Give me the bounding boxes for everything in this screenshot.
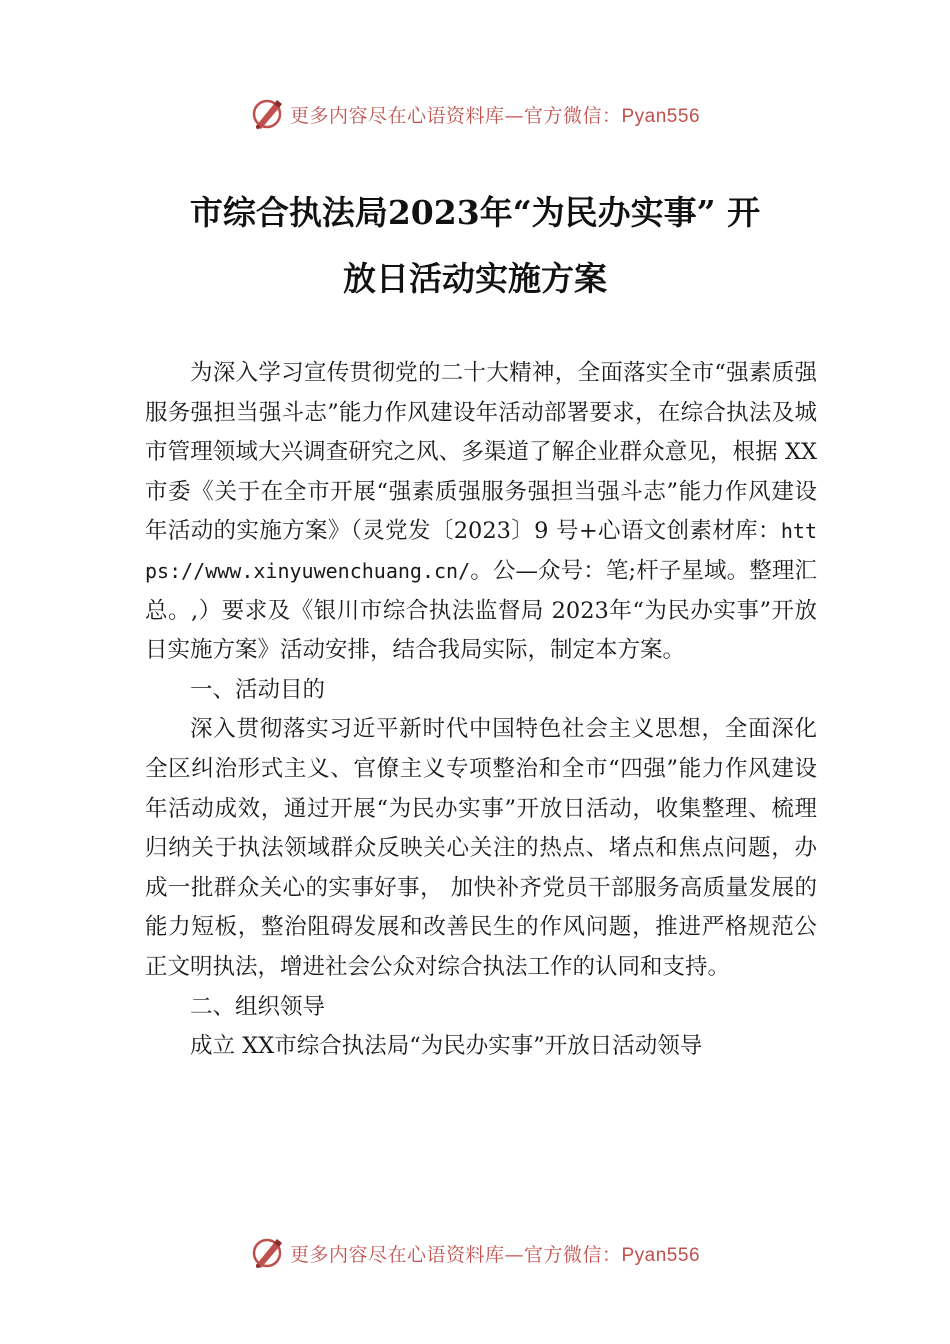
banner-text: 更多内容尽在心语资料库—官方微信：Pyan556 — [289, 1243, 701, 1266]
paragraph-intro: 为深入学习宣传贯彻党的二十大精神，全面落实全市“强素质强服务强担当强斗志”能力作风建设年活动部署要求，在综合执法及城市管理领域大兴调查研究之风、多渠道了解企业群众意见，根据 XX市委《关于在全市开展“强素质强服务强担当强斗志”能力作风建设年活动的实施方案》（灵党发〔2023〕9 号+心语文创素材库：https://www.xinyuwenchuang.cn/。公—众号：笔;杆子星域。整理汇总。,）要求及《银川市综合执法监督局 2023年“为民办实事”开放日实施方案》活动安排，结合我局实际，制定本方案。 — [145, 360, 817, 664]
pen-logo-icon — [250, 1235, 286, 1271]
document-title — [120, 180, 830, 312]
footer-banner — [0, 1233, 950, 1273]
paragraph-purpose: 深入贯彻落实习近平新时代中国特色社会主义思想，全面深化全区纠治形式主义、官僚主义专项整治和全市“四强”能力作风建设年活动成效，通过开展“为民办实事”开放日活动，收集整理、梳理归纳关于执法领域群众反映关心关注的热点、堵点和焦点问题，办成一批群众关心的实事好事， 加快补齐党员干部服务高质量发展的能力短板，整治阻碍发展和改善民生的作风问题，推进严格规范公正文明执法，增进社会公众对综合执法工作的认同和支持。 — [145, 716, 817, 980]
header-banner — [0, 94, 950, 134]
paragraph-organization: 成立 XX市综合执法局“为民办实事”开放日活动领导 — [190, 1033, 703, 1060]
banner-text: 更多内容尽在心语资料库—官方微信：Pyan556 — [289, 104, 701, 127]
banner-brand: Pyan556 — [621, 1244, 701, 1266]
pen-logo-icon — [250, 96, 286, 132]
section-heading-2: 二、组织领导 — [190, 993, 326, 1020]
source-url: https://www.xinyuwenchuang.cn/ — [145, 519, 817, 583]
section-heading-1: 一、活动目的 — [190, 676, 326, 703]
title-line-1: 市综合执法局2023年“为民办实事” 开 — [189, 193, 761, 232]
document-body — [145, 354, 817, 1067]
banner-brand: Pyan556 — [621, 105, 701, 127]
title-line-2: 放日活动实施方案 — [343, 259, 607, 298]
